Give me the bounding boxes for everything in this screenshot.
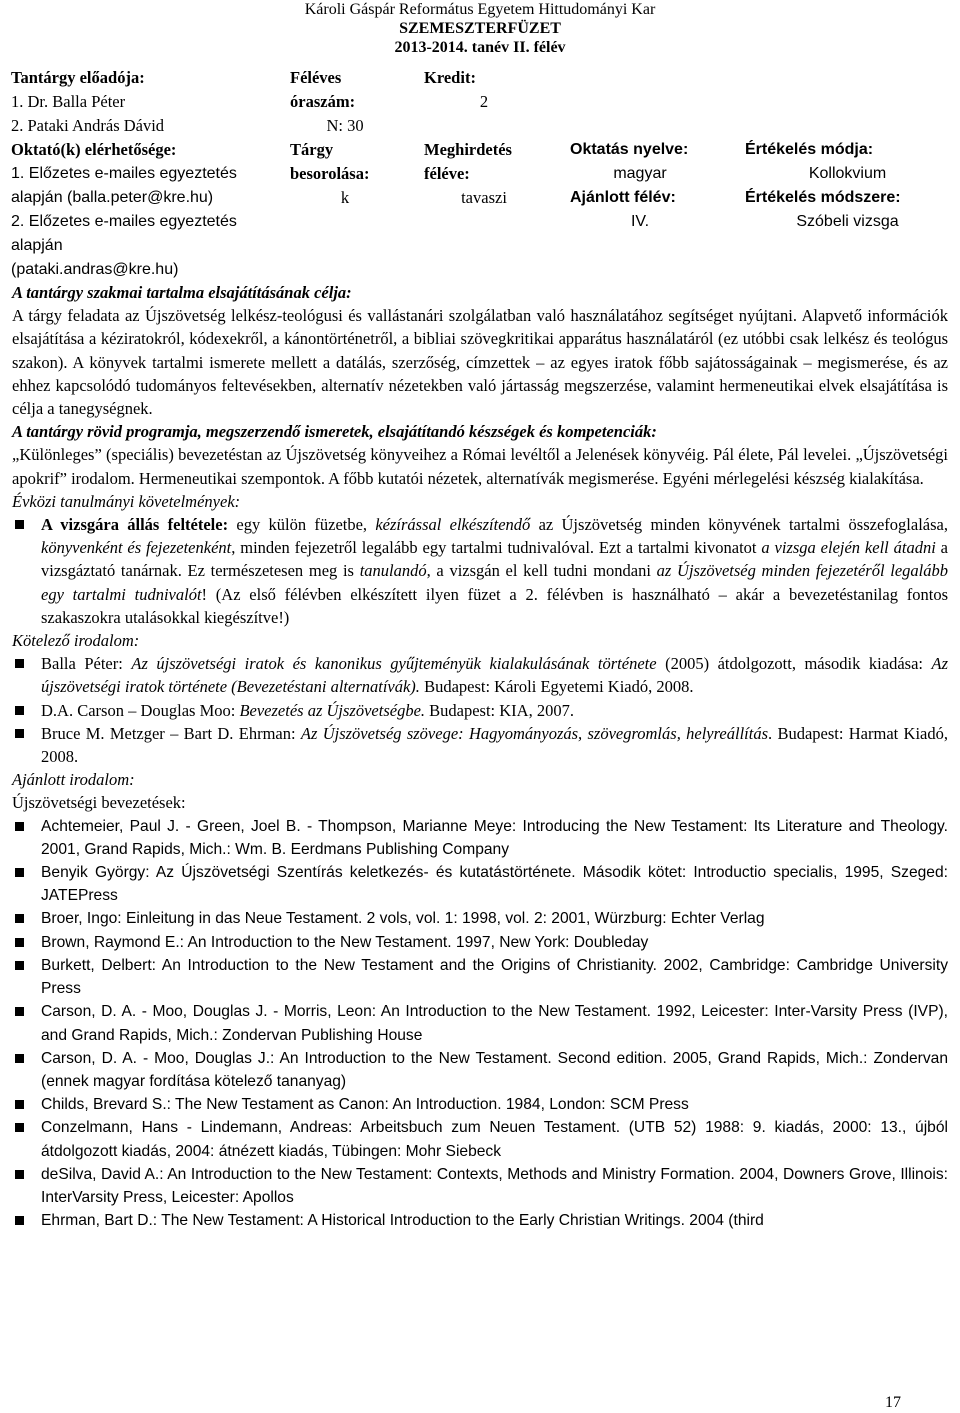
lecturers-block	[11, 66, 281, 282]
bullet-icon	[15, 1007, 24, 1016]
ref-title: Az Újszövetség szövege: Hagyományozás, szövegromlás, helyreállítás	[300, 723, 769, 743]
ref-text: Balla Péter:	[41, 654, 132, 674]
recommended-reading-list	[12, 815, 948, 1233]
bullet-icon	[15, 1123, 24, 1132]
ref-text: . Budapest: Harmat Kiadó, 2008.	[41, 723, 949, 767]
bullet-icon	[15, 706, 24, 715]
bullet-icon	[15, 868, 24, 877]
recommended-item	[12, 1209, 948, 1232]
type-value: k	[340, 188, 350, 207]
evaluation-method-label: Értékelés módszere:	[745, 189, 901, 206]
hours-value: N: 30	[326, 116, 364, 135]
ref-text: Budapest: Károli Egyetemi Kiadó, 2008.	[419, 677, 694, 697]
recommended-subheading: Újszövetségi bevezetések:	[12, 793, 186, 813]
bullet-icon	[15, 520, 24, 529]
recommended-item-text: Childs, Brevard S.: The New Testament as Canon: An Introduction. 1984, London: SCM Press	[41, 1096, 689, 1114]
recommended-semester-value: IV.	[630, 213, 650, 230]
evaluation-label: Értékelés módja:	[745, 141, 874, 158]
institution-name: Károli Gáspár Református Egyetem Hittudományi Kar	[304, 1, 656, 18]
bullet-icon	[15, 729, 24, 738]
recommended-item-text: Burkett, Delbert: An Introduction to the New Testament and the Origins of Christianity. 2002, Cambridge: Cambridge University Press	[41, 956, 948, 998]
req-italic-1: kézírással elkészítendő	[375, 515, 531, 535]
requirement-condition: A vizsgára állás feltétele:	[41, 515, 229, 535]
recommended-reading-heading: Ajánlott irodalom:	[12, 770, 135, 790]
contact-2a: 2. Előzetes e-mailes egyeztetés	[11, 213, 237, 230]
evaluation-method-value: Szóbeli vizsga	[796, 213, 899, 230]
ref-text: D.A. Carson – Douglas Moo:	[41, 700, 240, 720]
program-text: „Különleges” (speciális) bevezetéstan az Újszövetség könyveihez a Római levéltől a Jelenések könyvéig. Pál élete, Pál levelei. „Újszövetségi apokrif” irodalom. Hermeneutikai szempontok. A főbb kutatói nézetek, alternatívák megismerése. Egyéni mérlegelési készség kialakítása.	[12, 445, 948, 488]
bullet-icon	[15, 914, 24, 923]
hours-label	[290, 66, 355, 114]
recommended-item-text: Benyik György: Az Újszövetségi Szentírás keletkezés- és kutatástörténete. Második kötet: Introductio specialis, 1995, Szeged: JATEPress	[41, 864, 948, 905]
recommended-item-text: Ehrman, Bart D.: The New Testament: A Historical Introduction to the Early Christian Writings. 2004 (third	[41, 1212, 764, 1230]
bullet-icon	[15, 938, 24, 947]
recommended-item	[12, 1163, 948, 1209]
ref-text: (2005) átdolgozott, második kiadása:	[656, 654, 932, 674]
recommended-item	[12, 931, 948, 954]
hours-label-line1: Féléves	[290, 68, 342, 87]
required-item	[12, 652, 948, 698]
language-value: magyar	[613, 165, 667, 182]
goal-heading: A tantárgy szakmai tartalma elsajátításának célja:	[12, 283, 352, 302]
contact-1b: alapján (balla.peter@kre.hu)	[11, 189, 214, 206]
recommended-item	[12, 861, 948, 907]
term-line: 2013-2014. tanév II. félév	[394, 39, 566, 56]
recommended-item-text: deSilva, David A.: An Introduction to the New Testament: Contexts, Methods and Ministry Formation. 2004, Downers Grove, Illinois: InterVarsity Press, Leicester: Apollos	[41, 1165, 948, 1206]
recommended-item-text: Conzelmann, Hans - Lindemann, Andreas: Arbeitsbuch zum Neuen Testament. (UTB 52) 1988: 9. kiadás, 2000: 13., újból átdolgozott kiadás, 2004: átnézett kiadás, Tübingen: Mohr Siebeck	[41, 1119, 948, 1160]
semester-label-line1: Meghirdetés	[424, 140, 512, 159]
contact-2c: (pataki.andras@kre.hu)	[11, 261, 179, 278]
credit-value: 2	[479, 92, 489, 111]
lecturers-label: Tantárgy előadója:	[11, 68, 145, 87]
recommended-item	[12, 1116, 948, 1162]
contact-label: Oktató(k) elérhetősége:	[11, 140, 177, 159]
semester-label	[424, 138, 512, 186]
bullet-icon	[15, 1216, 24, 1225]
goal-text: A tárgy feladata az Újszövetség lelkész-teológusi és vallástanári szolgálatban való használatához segítséget nyújtani. Alapvető információk elsajátítása a kéziratokról, kódexekről, a kánontörténetről, a bibliai szövegkritikai apparátus használatáról (ez utóbbi csak lelkész és teológus szakon). A könyvek tartalmi ismerete mellett a datálás, szerzőség, címzettek – az egyes iratok főbb sajátosságainak – megismerése, és az ehhez kapcsolódó tudományos feltevésekben, alternatív nézetekben való jártasság megszerzése, valamint hermeneutikai elvek elsajátítása is célja a tanegységnek.	[12, 306, 948, 419]
req-italic-2: könyvenként és fejezetenként	[41, 538, 232, 558]
recommended-item	[12, 1093, 948, 1116]
recommended-item-text: Broer, Ingo: Einleitung in das Neue Testament. 2 vols, vol. 1: 1998, vol. 2: 2001, Würzburg: Echter Verlag	[41, 910, 765, 928]
req-text-f: ! (Az első félévben elkészített ilyen füzet a 2. félévben is használható – akár a bevezetéstanilag fontos szakaszokra utalásokkal kiegészítve!)	[41, 584, 948, 627]
semester-value: tavaszi	[461, 188, 507, 207]
required-item	[12, 699, 948, 722]
req-italic-5: az Újszövetség minden fejezetéről legalább egy tartalmi tudnivalót	[41, 561, 948, 604]
ref-title: Az újszövetségi iratok története (Bevezetéstani alternatívák).	[41, 654, 948, 697]
req-italic-4: tanulandó	[359, 561, 427, 581]
booklet-title: SZEMESZTERFÜZET	[399, 20, 561, 37]
recommended-item-text: Achtemeier, Paul J. - Green, Joel B. - Thompson, Marianne Meye: Introducing the New Testament: Its Literature and Theology. 2001, Grand Rapids, Mich.: Wm. B. Eerdmans Publishing Company	[41, 817, 948, 858]
hours-label-line2: óraszám:	[290, 92, 356, 111]
ref-text: Bruce M. Metzger – Bart D. Ehrman:	[41, 723, 301, 743]
bullet-icon	[15, 1170, 24, 1179]
required-item	[12, 722, 948, 768]
recommended-item-text: Carson, D. A. - Moo, Douglas J. - Morris, Leon: An Introduction to the New Testament. 1992, Leicester: Inter-Varsity Press (IVP), and Grand Rapids, Mich.: Zondervan Publishing House	[41, 1003, 948, 1044]
recommended-item-text: Brown, Raymond E.: An Introduction to the New Testament. 1997, New York: Doubleday	[41, 933, 649, 951]
bullet-icon	[15, 659, 24, 668]
requirements-heading: Évközi tanulmányi követelmények:	[12, 491, 241, 511]
type-label-line2: besorolása:	[290, 164, 370, 183]
lecturer-2: 2. Pataki András Dávid	[11, 116, 165, 135]
req-text-e: , a vizsgán el kell tudni mondani	[426, 561, 657, 581]
evaluation-value: Kollokvium	[808, 165, 887, 182]
contact-2b: alapján	[11, 237, 63, 254]
recommended-item	[12, 954, 948, 1000]
req-text-a: egy külön füzetbe,	[228, 515, 376, 535]
type-label	[290, 138, 369, 186]
req-text-c: , minden fejezetről legalább egy tartalmi tudnivalóval. Ezt a tartalmi kivonatot	[231, 538, 762, 558]
requirements-list	[12, 513, 948, 629]
required-reading-heading: Kötelező irodalom:	[12, 631, 140, 651]
type-label-line1: Tárgy	[290, 140, 334, 159]
program-heading: A tantárgy rövid programja, megszerzendő ismeretek, elsajátítandó készségek és kompetenciák:	[12, 422, 657, 442]
ref-title: Az újszövetségi iratok és kanonikus gyűjteményük kialakulásának története	[131, 654, 657, 674]
recommended-item	[12, 1047, 948, 1093]
recommended-item	[12, 1000, 948, 1046]
page-number: 17	[885, 1394, 901, 1411]
bullet-icon	[15, 1054, 24, 1063]
bullet-icon	[15, 822, 24, 831]
semester-label-line2: féléve:	[424, 164, 470, 183]
bullet-icon	[15, 1100, 24, 1109]
req-italic-3: a vizsga elején kell átadni	[761, 538, 936, 558]
recommended-item-text: Carson, D. A. - Moo, Douglas J.: An Introduction to the New Testament. Second edition. 2005, Grand Rapids, Mich.: Zondervan (ennek magyar fordítása kötelező tananyag)	[41, 1049, 948, 1090]
required-reading-list	[12, 652, 948, 768]
req-text-b: az Újszövetség minden könyvének tartalmi összefoglalása,	[530, 515, 948, 535]
ref-title: Bevezetés az Újszövetségbe.	[239, 700, 426, 720]
requirement-item	[12, 513, 948, 629]
recommended-item	[12, 815, 948, 861]
credit-label: Kredit:	[424, 68, 476, 87]
ref-text: Budapest: KIA, 2007.	[425, 700, 574, 720]
bullet-icon	[15, 961, 24, 970]
contact-1a: 1. Előzetes e-mailes egyeztetés	[11, 165, 237, 182]
recommended-semester-label: Ajánlott félév:	[570, 189, 676, 206]
req-text-d: a vizsgáztató tanárnak. Ez természetesen meg is	[41, 538, 948, 581]
lecturer-1: 1. Dr. Balla Péter	[11, 92, 126, 111]
language-label: Oktatás nyelve:	[570, 141, 689, 158]
recommended-item	[12, 907, 948, 930]
document-body	[12, 281, 948, 1232]
